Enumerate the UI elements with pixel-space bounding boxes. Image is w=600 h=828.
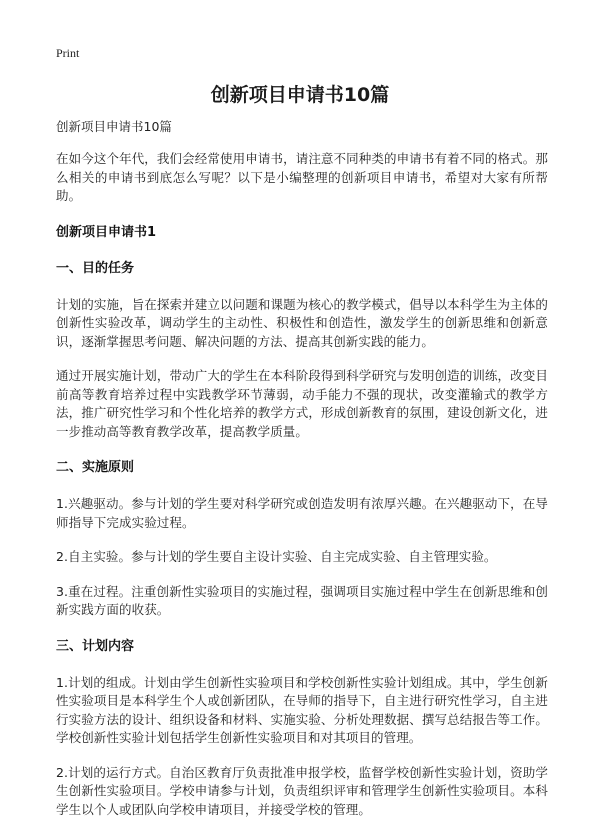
content-item-1: 1.计划的组成。计划由学生创新性实验项目和学校创新性实验计划组成。其中，学生创新性实验项目是本科学生个人或创新团队，在导师的指导下，自主进行研究性学习，自主进行实验方法的设计、组织设备和材料、实施实验、分析处理数据、撰写总结报告等工作。学校创新性实验计划包括学生创新性实验项目和对其项目的管理。 — [56, 674, 548, 745]
section-heading-principles: 二、实施原则 — [56, 460, 135, 475]
content-item-2: 2.计划的运行方式。自治区教育厅负责批准申报学校，监督学校创新性实验计划，资助学生创新性实验项目。学校申请参与计划，负责组织评审和管理学生创新性实验项目。本科学生以个人或团队向学校申请项目，并接受学校的管理。 — [56, 764, 548, 817]
principle-item-2: 2.自主实验。参与计划的学生要自主设计实验、自主完成实验、自主管理实验。 — [56, 549, 497, 564]
purpose-paragraph-2: 通过开展实施计划，带动广大的学生在本科阶段得到科学研究与发明创造的训练，改变目前高等教育培养过程中实践教学环节薄弱，动手能力不强的现状，改变灌输式的教学方法，推广研究性学习和个性化培养的教学方式，形成创新教育的氛围，建设创新文化，进一步推动高等教育教学改革，提高教学质量。 — [56, 368, 548, 439]
principle-item-3: 3.重在过程。注重创新性实验项目的实施过程，强调项目实施过程中学生在创新思维和创新实践方面的收获。 — [56, 583, 548, 617]
section-heading-purpose: 一、目的任务 — [56, 260, 135, 276]
intro-paragraph: 在如今这个年代，我们会经常使用申请书，请注意不同种类的申请书有着不同的格式。那么相关的申请书到底怎么写呢？以下是小编整理的创新项目申请书，希望对大家有所帮助。 — [56, 151, 548, 203]
purpose-paragraph-1: 计划的实施，旨在探索并建立以问题和课题为核心的教学模式，倡导以本科学生为主体的创新性实验改革，调动学生的主动性、积极性和创造性，激发学生的创新思维和创新意识，逐渐掌握思考问题、解决问题的方法、提高其创新实践的能力。 — [56, 296, 548, 349]
document-heading: 创新项目申请书1 — [56, 224, 157, 240]
principle-item-1: 1.兴趣驱动。参与计划的学生要对科学研究或创造发明有浓厚兴趣。在兴趣驱动下，在导师指导下完成实验过程。 — [56, 496, 548, 530]
print-link[interactable]: Print — [56, 46, 80, 60]
document-body — [56, 118, 548, 819]
page-title: 创新项目申请书10篇 — [210, 84, 390, 106]
document-subtitle: 创新项目申请书10篇 — [56, 119, 172, 134]
section-heading-content: 三、计划内容 — [56, 638, 135, 654]
